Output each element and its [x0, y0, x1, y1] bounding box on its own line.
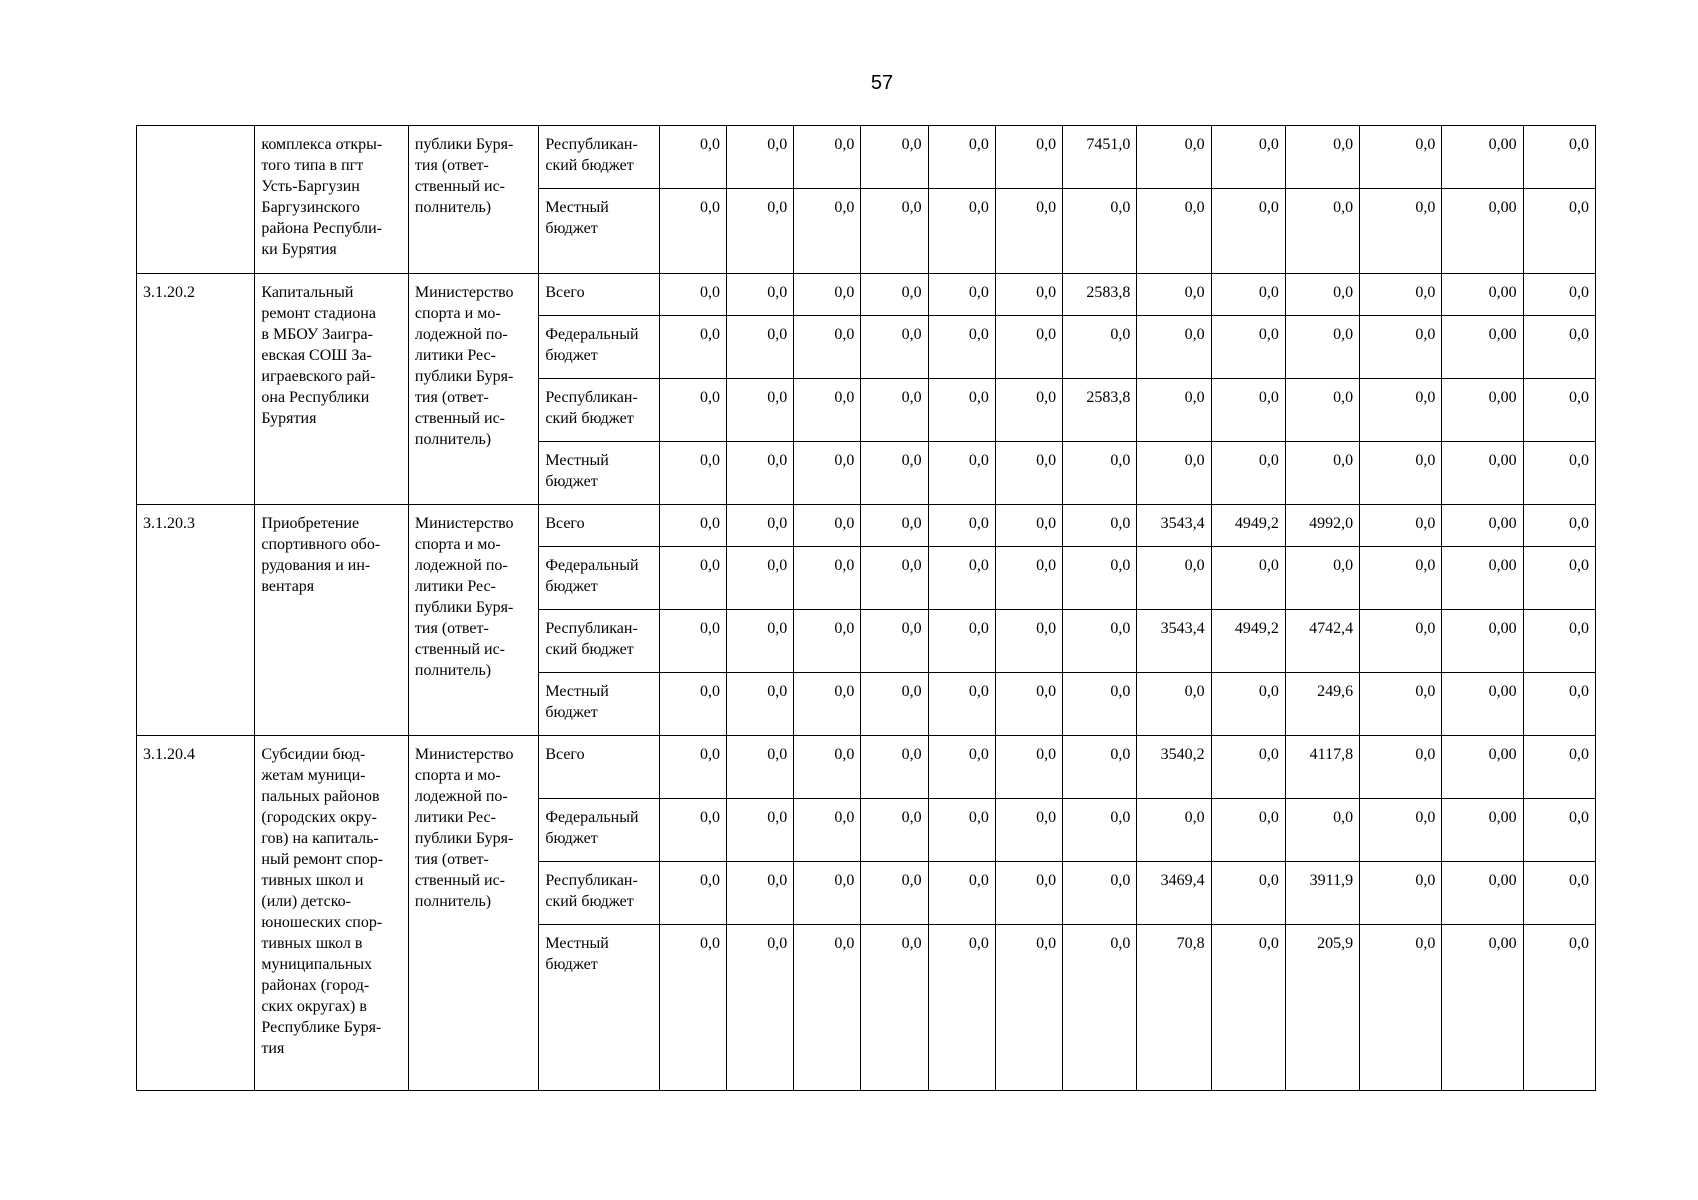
row-code: 3.1.20.4 [137, 736, 255, 1091]
value-cell: 0,0 [1360, 442, 1442, 505]
value-cell: 0,0 [1360, 126, 1442, 189]
value-cell: 0,0 [1523, 442, 1595, 505]
value-cell: 4949,2 [1211, 610, 1285, 673]
value-cell: 0,00 [1442, 925, 1523, 1091]
value-cell: 0,0 [1137, 274, 1211, 316]
value-cell: 70,8 [1137, 925, 1211, 1091]
value-cell: 0,0 [928, 379, 995, 442]
value-cell: 0,0 [1360, 189, 1442, 274]
value-cell: 0,0 [928, 505, 995, 547]
table-row [137, 274, 1596, 316]
value-cell: 7451,0 [1063, 126, 1137, 189]
value-cell: 0,0 [1211, 673, 1285, 736]
funding-source-label: Федеральный бюджет [539, 316, 659, 379]
value-cell: 0,0 [1211, 547, 1285, 610]
value-cell: 0,0 [995, 547, 1062, 610]
funding-source-label: Федеральный бюджет [539, 547, 659, 610]
value-cell: 0,0 [1523, 736, 1595, 799]
value-cell: 0,0 [726, 673, 793, 736]
value-cell: 0,0 [1360, 316, 1442, 379]
value-cell: 0,0 [995, 274, 1062, 316]
value-cell: 0,0 [794, 442, 861, 505]
value-cell: 0,0 [995, 316, 1062, 379]
value-cell: 0,0 [1285, 126, 1359, 189]
value-cell: 0,0 [861, 799, 928, 862]
value-cell: 0,0 [928, 126, 995, 189]
value-cell: 0,0 [794, 189, 861, 274]
value-cell: 0,0 [794, 610, 861, 673]
value-cell: 0,0 [861, 316, 928, 379]
value-cell: 0,0 [995, 442, 1062, 505]
value-cell: 0,0 [1523, 274, 1595, 316]
row-executor: публики Буря- тия (ответ- ственный ис- полнитель) [408, 126, 538, 274]
value-cell: 0,0 [726, 547, 793, 610]
value-cell: 0,0 [1063, 442, 1137, 505]
value-cell: 0,00 [1442, 189, 1523, 274]
value-cell: 0,0 [1360, 799, 1442, 862]
value-cell: 0,0 [1285, 189, 1359, 274]
value-cell: 0,0 [1211, 126, 1285, 189]
table-row [137, 126, 1596, 189]
value-cell: 0,0 [928, 316, 995, 379]
funding-source-label: Республикан- ский бюджет [539, 610, 659, 673]
value-cell: 0,0 [928, 925, 995, 1091]
funding-source-label: Всего [539, 736, 659, 799]
value-cell: 0,0 [1063, 505, 1137, 547]
value-cell: 0,0 [794, 547, 861, 610]
value-cell: 0,0 [1523, 799, 1595, 862]
value-cell: 0,0 [1137, 316, 1211, 379]
value-cell: 0,0 [1137, 673, 1211, 736]
value-cell: 0,0 [1211, 862, 1285, 925]
value-cell: 0,0 [726, 316, 793, 379]
value-cell: 0,0 [659, 316, 726, 379]
value-cell: 0,0 [861, 442, 928, 505]
value-cell: 0,0 [794, 274, 861, 316]
value-cell: 0,0 [928, 189, 995, 274]
value-cell: 4117,8 [1285, 736, 1359, 799]
value-cell: 0,0 [659, 547, 726, 610]
value-cell: 0,0 [726, 505, 793, 547]
value-cell: 0,0 [1360, 925, 1442, 1091]
value-cell: 0,0 [659, 610, 726, 673]
value-cell: 0,0 [794, 379, 861, 442]
value-cell: 0,0 [1360, 547, 1442, 610]
row-activity-name: Субсидии бюд- жетам муници- пальных районов (городских окру- гов) на капиталь- ный ремонт спор- тивных школ и (или) детско- юношеских спор- тивных школ в муниципальных районах (город- ских округах) в Республике Буря- тия [255, 736, 409, 1091]
value-cell: 0,0 [726, 379, 793, 442]
value-cell: 0,0 [1211, 316, 1285, 379]
value-cell: 0,0 [928, 673, 995, 736]
value-cell: 0,0 [861, 673, 928, 736]
value-cell: 0,0 [861, 610, 928, 673]
value-cell: 0,0 [1285, 442, 1359, 505]
value-cell: 0,0 [1137, 379, 1211, 442]
value-cell: 0,0 [794, 862, 861, 925]
value-cell: 0,0 [1063, 925, 1137, 1091]
table-row [137, 736, 1596, 799]
value-cell: 0,0 [1063, 673, 1137, 736]
value-cell: 0,00 [1442, 274, 1523, 316]
value-cell: 0,0 [995, 189, 1062, 274]
value-cell: 0,00 [1442, 736, 1523, 799]
value-cell: 0,0 [1360, 862, 1442, 925]
value-cell: 0,0 [659, 862, 726, 925]
value-cell: 0,00 [1442, 442, 1523, 505]
budget-table [136, 125, 1596, 1091]
value-cell: 0,0 [861, 547, 928, 610]
value-cell: 0,0 [1285, 547, 1359, 610]
value-cell: 0,0 [995, 862, 1062, 925]
value-cell: 0,0 [794, 925, 861, 1091]
funding-source-label: Республикан- ский бюджет [539, 862, 659, 925]
value-cell: 0,0 [1523, 610, 1595, 673]
value-cell: 0,0 [659, 673, 726, 736]
value-cell: 0,0 [659, 379, 726, 442]
value-cell: 3469,4 [1137, 862, 1211, 925]
value-cell: 0,0 [928, 442, 995, 505]
value-cell: 0,0 [1360, 673, 1442, 736]
value-cell: 0,0 [861, 925, 928, 1091]
value-cell: 0,0 [794, 799, 861, 862]
value-cell: 0,0 [659, 799, 726, 862]
value-cell: 3540,2 [1137, 736, 1211, 799]
funding-source-label: Всего [539, 274, 659, 316]
value-cell: 0,0 [861, 189, 928, 274]
value-cell: 249,6 [1285, 673, 1359, 736]
value-cell: 0,0 [1523, 673, 1595, 736]
value-cell: 0,0 [1523, 316, 1595, 379]
value-cell: 0,0 [1211, 442, 1285, 505]
value-cell: 0,0 [1063, 610, 1137, 673]
value-cell: 0,0 [861, 126, 928, 189]
value-cell: 0,0 [861, 736, 928, 799]
value-cell: 0,0 [726, 862, 793, 925]
value-cell: 0,0 [995, 126, 1062, 189]
value-cell: 0,0 [1523, 547, 1595, 610]
value-cell: 0,00 [1442, 316, 1523, 379]
value-cell: 0,0 [1137, 799, 1211, 862]
value-cell: 3911,9 [1285, 862, 1359, 925]
value-cell: 0,0 [1137, 126, 1211, 189]
row-code: 3.1.20.3 [137, 505, 255, 736]
value-cell: 0,00 [1442, 862, 1523, 925]
value-cell: 0,0 [1063, 316, 1137, 379]
value-cell: 0,0 [1211, 925, 1285, 1091]
value-cell: 0,0 [1211, 379, 1285, 442]
value-cell: 0,0 [1285, 379, 1359, 442]
value-cell: 0,0 [1360, 736, 1442, 799]
funding-source-label: Местный бюджет [539, 189, 659, 274]
value-cell: 0,0 [1137, 547, 1211, 610]
value-cell: 4949,2 [1211, 505, 1285, 547]
value-cell: 0,00 [1442, 673, 1523, 736]
value-cell: 0,0 [1360, 505, 1442, 547]
table-row [137, 505, 1596, 547]
value-cell: 0,0 [928, 799, 995, 862]
value-cell: 0,0 [1360, 274, 1442, 316]
funding-source-label: Федеральный бюджет [539, 799, 659, 862]
value-cell: 0,00 [1442, 379, 1523, 442]
value-cell: 0,0 [928, 274, 995, 316]
value-cell: 0,0 [861, 379, 928, 442]
value-cell: 2583,8 [1063, 274, 1137, 316]
value-cell: 0,0 [861, 862, 928, 925]
value-cell: 0,0 [928, 547, 995, 610]
row-code [137, 126, 255, 274]
value-cell: 4742,4 [1285, 610, 1359, 673]
value-cell: 0,0 [659, 736, 726, 799]
funding-source-label: Республикан- ский бюджет [539, 379, 659, 442]
value-cell: 0,0 [794, 316, 861, 379]
value-cell: 0,0 [1360, 379, 1442, 442]
value-cell: 0,0 [995, 736, 1062, 799]
value-cell: 205,9 [1285, 925, 1359, 1091]
value-cell: 0,0 [1137, 442, 1211, 505]
value-cell: 0,0 [995, 610, 1062, 673]
value-cell: 0,0 [1523, 505, 1595, 547]
value-cell: 3543,4 [1137, 505, 1211, 547]
value-cell: 0,0 [726, 126, 793, 189]
value-cell: 0,0 [1285, 274, 1359, 316]
value-cell: 0,00 [1442, 799, 1523, 862]
funding-source-label: Местный бюджет [539, 442, 659, 505]
value-cell: 0,0 [995, 799, 1062, 862]
value-cell: 0,0 [1211, 189, 1285, 274]
value-cell: 0,0 [1211, 736, 1285, 799]
value-cell: 0,0 [659, 126, 726, 189]
value-cell: 0,0 [659, 274, 726, 316]
value-cell: 0,0 [1523, 862, 1595, 925]
value-cell: 0,00 [1442, 126, 1523, 189]
value-cell: 0,0 [1523, 379, 1595, 442]
value-cell: 0,0 [726, 189, 793, 274]
row-activity-name: Капитальный ремонт стадиона в МБОУ Заигра- евская СОШ За- играевского рай- она Республики Бурятия [255, 274, 409, 505]
value-cell: 0,0 [659, 925, 726, 1091]
value-cell: 0,0 [726, 925, 793, 1091]
value-cell: 0,0 [928, 862, 995, 925]
row-code: 3.1.20.2 [137, 274, 255, 505]
value-cell: 0,0 [794, 673, 861, 736]
value-cell: 0,0 [861, 505, 928, 547]
funding-source-label: Всего [539, 505, 659, 547]
value-cell: 0,0 [794, 126, 861, 189]
table-body [137, 126, 1596, 1091]
value-cell: 0,00 [1442, 505, 1523, 547]
row-executor: Министерство спорта и мо- лодежной по- литики Рес- публики Буря- тия (ответ- ственный ис- полнитель) [408, 274, 538, 505]
row-executor: Министерство спорта и мо- лодежной по- литики Рес- публики Буря- тия (ответ- ственный ис- полнитель) [408, 505, 538, 736]
value-cell: 0,0 [1285, 316, 1359, 379]
row-activity-name: комплекса откры- того типа в пгт Усть-Баргузин Баргузинского района Республи- ки Бурятия [255, 126, 409, 274]
value-cell: 0,00 [1442, 547, 1523, 610]
value-cell: 0,0 [726, 442, 793, 505]
value-cell: 0,0 [1211, 274, 1285, 316]
value-cell: 0,0 [1523, 925, 1595, 1091]
value-cell: 0,0 [1285, 799, 1359, 862]
funding-source-label: Местный бюджет [539, 925, 659, 1091]
value-cell: 2583,8 [1063, 379, 1137, 442]
value-cell: 0,0 [659, 505, 726, 547]
value-cell: 0,0 [995, 505, 1062, 547]
value-cell: 0,0 [995, 379, 1062, 442]
value-cell: 0,0 [1211, 799, 1285, 862]
value-cell: 0,0 [1063, 547, 1137, 610]
value-cell: 0,00 [1442, 610, 1523, 673]
page-number: 57 [870, 72, 894, 94]
value-cell: 0,0 [659, 442, 726, 505]
value-cell: 0,0 [726, 274, 793, 316]
value-cell: 0,0 [1137, 189, 1211, 274]
value-cell: 0,0 [659, 189, 726, 274]
funding-source-label: Республикан- ский бюджет [539, 126, 659, 189]
value-cell: 0,0 [995, 925, 1062, 1091]
value-cell: 0,0 [1523, 126, 1595, 189]
value-cell: 0,0 [928, 736, 995, 799]
row-executor: Министерство спорта и мо- лодежной по- литики Рес- публики Буря- тия (ответ- ственный ис- полнитель) [408, 736, 538, 1091]
value-cell: 0,0 [995, 673, 1062, 736]
row-activity-name: Приобретение спортивного обо- рудования и ин- вентаря [255, 505, 409, 736]
funding-source-label: Местный бюджет [539, 673, 659, 736]
value-cell: 0,0 [726, 799, 793, 862]
value-cell: 0,0 [928, 610, 995, 673]
value-cell: 0,0 [1063, 799, 1137, 862]
value-cell: 0,0 [861, 274, 928, 316]
value-cell: 4992,0 [1285, 505, 1359, 547]
value-cell: 0,0 [794, 736, 861, 799]
value-cell: 0,0 [726, 610, 793, 673]
value-cell: 0,0 [726, 736, 793, 799]
value-cell: 0,0 [794, 505, 861, 547]
value-cell: 0,0 [1523, 189, 1595, 274]
value-cell: 0,0 [1063, 862, 1137, 925]
value-cell: 0,0 [1360, 610, 1442, 673]
value-cell: 0,0 [1063, 736, 1137, 799]
value-cell: 0,0 [1063, 189, 1137, 274]
value-cell: 3543,4 [1137, 610, 1211, 673]
